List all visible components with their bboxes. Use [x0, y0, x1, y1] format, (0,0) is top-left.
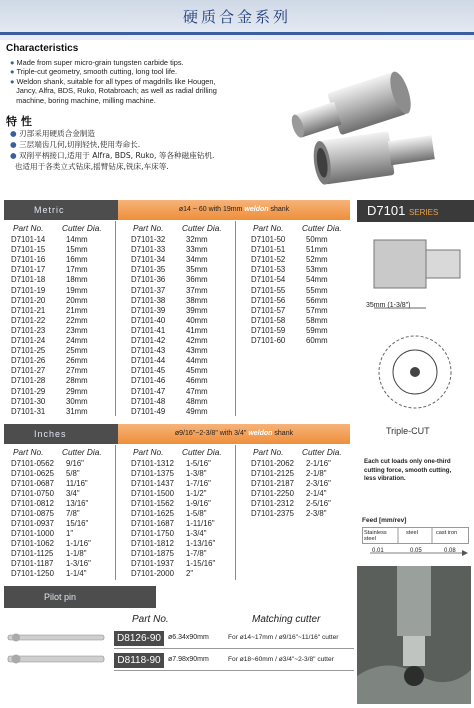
part-number: D7101-30: [11, 396, 46, 406]
col-header-dia: Cutter Dia.: [62, 447, 102, 457]
part-number: D7101-60: [251, 336, 286, 345]
characteristic-item: [10, 77, 290, 86]
part-number: D7101-44: [131, 356, 166, 366]
metric-shank-word: shank: [270, 206, 290, 213]
inches-shank-type: weldon: [248, 430, 273, 437]
part-number: D7101-43: [131, 346, 166, 356]
part-number: D7101-1187: [11, 559, 54, 568]
triple-cut-label: Triple-CUT: [386, 426, 430, 436]
cutter-diameter: 29mm: [66, 386, 88, 396]
cutter-diameter: 24mm: [66, 336, 88, 345]
bullet-icon: ●: [10, 58, 15, 67]
part-number: D7101-50: [251, 235, 286, 244]
feed-value: 0.08: [444, 548, 456, 554]
cutter-diameter: 2-1/8": [306, 469, 327, 478]
characteristic-item: [10, 96, 290, 105]
series-label: SERIES: [408, 208, 439, 217]
table-row: [0, 539, 354, 549]
feed-material: cast iron: [436, 530, 458, 536]
table-row: [0, 255, 354, 265]
cutter-diameter: 13/16": [66, 499, 89, 508]
inches-shank-range: ø9/16"~2-3/8": [174, 430, 218, 437]
cutter-diameter: 30mm: [66, 396, 88, 406]
part-number: D7101-28: [11, 376, 46, 386]
cutter-diameter: 2-3/16": [306, 479, 331, 488]
part-number: D7101-1375: [131, 469, 174, 478]
part-number: D7101-1812: [131, 539, 174, 548]
bullet-icon: ●: [10, 67, 15, 77]
cutter-diameter: 39mm: [186, 305, 208, 315]
table-row: [0, 509, 354, 519]
part-number: D7101-21: [11, 305, 46, 315]
part-number: D7101-1312: [131, 459, 174, 468]
table-row: [0, 346, 354, 356]
cutter-diameter: 58mm: [306, 315, 328, 325]
series-note-line: less vibration.: [364, 475, 406, 482]
part-number: D7101-40: [131, 315, 166, 325]
cutter-diameter: 35mm: [186, 265, 208, 275]
inches-label-text: Inches: [34, 429, 67, 439]
part-number: D7101-1500: [131, 489, 174, 498]
table-row: [0, 489, 354, 499]
part-number: D7101-25: [11, 346, 46, 356]
part-number: D7101-41: [131, 325, 166, 335]
part-number: D7101-1062: [11, 539, 54, 548]
cutter-diameter: 7/8": [66, 509, 80, 518]
pilot-col-part: Part No.: [132, 614, 169, 625]
part-number: D7101-15: [11, 245, 46, 255]
characteristic-text: Made from super micro-grain tungsten carbide tips.: [16, 58, 184, 67]
part-number: D7101-1750: [131, 529, 174, 538]
cutter-diameter: 16mm: [66, 255, 88, 265]
characteristics-title: Characteristics: [6, 43, 79, 54]
core-drill-photo: [262, 42, 474, 190]
characteristic-item: [10, 86, 290, 95]
metric-shank-with: with 19mm: [208, 206, 243, 213]
header-stripe: [0, 32, 474, 35]
cutter-diameter: 56mm: [306, 295, 328, 305]
table-row: [0, 296, 354, 306]
cutter-diameter: 1-1/16": [66, 539, 91, 548]
cutter-diameter: 3/4": [66, 489, 80, 498]
cutter-diameter: 2-1/16": [306, 459, 331, 468]
feed-materials: [362, 530, 470, 542]
inches-table: [0, 445, 354, 580]
feed-value: 0.05: [410, 548, 422, 554]
col-header-part: Part No.: [253, 223, 284, 233]
cutter-diameter: 1-5/16": [186, 459, 211, 468]
pilot-size: ø7.98x90mm: [168, 656, 209, 663]
cutter-diameter: 52mm: [306, 255, 328, 265]
part-number: D7101-16: [11, 255, 46, 265]
part-number: D7101-56: [251, 295, 286, 305]
cutter-diameter: 17mm: [66, 265, 88, 275]
part-number: D7101-53: [251, 265, 286, 275]
cutter-diameter: 53mm: [306, 265, 328, 275]
part-number: D7101-23: [11, 325, 46, 335]
part-number: D7101-54: [251, 275, 286, 285]
pilot-col-match: Matching cutter: [252, 614, 321, 625]
cutter-diameter: 57mm: [306, 305, 328, 315]
cutter-diameter: 1-1/2": [186, 489, 207, 498]
table-row: [0, 306, 354, 316]
cutter-diameter: 2-1/4": [306, 489, 327, 498]
feed-value: 0.01: [372, 548, 384, 554]
bullet-icon: ●: [10, 151, 20, 160]
table-row: [0, 326, 354, 336]
part-number: D7101-36: [131, 275, 166, 285]
part-number: D7101-0750: [11, 489, 54, 498]
feature-text: 双削平柄接口,适用于 Alfra, BDS, Ruko, 等各种磁座钻机.: [19, 151, 215, 160]
cutter-diameter: 45mm: [186, 366, 208, 376]
series-note-line: cutting force, smooth cutting,: [364, 466, 452, 474]
bullet-icon: ●: [10, 129, 20, 138]
row-divider: [114, 670, 354, 671]
table-row: [0, 336, 354, 346]
inches-shank-banner: [118, 424, 350, 444]
part-number: D7101-1000: [11, 529, 54, 538]
metric-label: [4, 200, 118, 220]
feature-text: 也适用于各类立式钻床,摇臂钻床,铣床,车床等.: [14, 162, 169, 171]
metric-shank-range: ø14 ~ 60: [178, 206, 207, 213]
cutter-diameter: 33mm: [186, 245, 208, 255]
part-number: D7101-18: [11, 275, 46, 285]
col-header-dia: Cutter Dia.: [302, 447, 342, 457]
table-row: [0, 469, 354, 479]
inches-shank-word: shank: [274, 430, 294, 437]
part-number: D7101-42: [131, 336, 166, 345]
cutter-diameter: 1-3/16": [66, 559, 91, 568]
pilot-size: ø6.34x90mm: [168, 634, 209, 641]
pilot-part-box: [114, 631, 164, 646]
feature-text: 三层端齿几何,切削轻快,使用寿命长.: [19, 140, 141, 149]
cutter-diameter: 28mm: [66, 376, 88, 386]
feed-material: steel: [406, 530, 418, 536]
cutter-diameter: 1-7/8": [186, 549, 207, 558]
cutter-diameter: 40mm: [186, 315, 208, 325]
table-row: [0, 286, 354, 296]
part-number: D7101-1250: [11, 569, 54, 578]
part-number: D7101-20: [11, 295, 46, 305]
col-header-part: Part No.: [133, 447, 164, 457]
part-number: D7101-49: [131, 406, 166, 416]
part-number: D7101-1687: [131, 519, 174, 528]
series-note-line: Each cut loads only one-third: [364, 458, 451, 465]
feed-title: Feed [mm/rev]: [362, 517, 407, 524]
drilling-photo: [357, 566, 471, 704]
length-note: 35mm (1-3/8"): [366, 302, 411, 309]
part-number: D7101-39: [131, 305, 166, 315]
cutter-diameter: 22mm: [66, 315, 88, 325]
table-row: [0, 275, 354, 285]
col-header-part: Part No.: [13, 223, 44, 233]
col-header-part: Part No.: [253, 447, 284, 457]
cutter-diameter: 49mm: [186, 406, 208, 416]
cutter-diameter: 42mm: [186, 336, 208, 345]
characteristic-item: [10, 67, 290, 76]
table-row: [0, 519, 354, 529]
table-row: [0, 559, 354, 569]
col-header-dia: Cutter Dia.: [302, 223, 342, 233]
cutter-diameter: 18mm: [66, 275, 88, 285]
table-row: [0, 387, 354, 397]
inches-label: [4, 424, 118, 444]
cutter-diameter: 1-3/4": [186, 529, 207, 538]
part-number: D7101-19: [11, 285, 46, 295]
part-number: D7101-45: [131, 366, 166, 376]
part-number: D7101-1437: [131, 479, 174, 488]
cutter-diameter: 2-5/16": [306, 499, 331, 508]
cutter-diameter: 31mm: [66, 406, 88, 416]
bullet-icon: ●: [10, 76, 15, 86]
cutter-diameter: 36mm: [186, 275, 208, 285]
metric-table: [0, 221, 354, 416]
pilot-part-number: D8118-90: [117, 655, 161, 666]
cutter-diameter: 1-7/16": [186, 479, 211, 488]
table-row: [0, 356, 354, 366]
part-number: D7101-1562: [131, 499, 174, 508]
series-note: [364, 458, 472, 484]
cutter-diameter: 1-13/16": [186, 539, 216, 548]
pilot-pin-label-text: Pilot pin: [44, 592, 77, 602]
table-row: [0, 316, 354, 326]
cutter-diameter: 55mm: [306, 285, 328, 295]
cutter-diameter: 38mm: [186, 295, 208, 305]
cutter-diameter: 59mm: [306, 325, 328, 335]
cutter-diameter: 32mm: [186, 235, 208, 244]
characteristic-item: [10, 58, 290, 67]
part-number: D7101-58: [251, 315, 286, 325]
part-number: D7101-26: [11, 356, 46, 366]
cutter-diameter: 11/16": [66, 479, 88, 488]
part-number: D7101-0937: [11, 519, 54, 528]
part-number: D7101-1875: [131, 549, 174, 558]
feature-item: [10, 150, 290, 161]
col-header-dia: Cutter Dia.: [62, 223, 102, 233]
part-number: D7101-32: [131, 235, 166, 244]
cutter-diameter: 1-3/8": [186, 469, 207, 478]
part-number: D7101-29: [11, 386, 46, 396]
part-number: D7101-2250: [251, 489, 294, 498]
cutter-diameter: 15mm: [66, 245, 88, 255]
part-number: D7101-2375: [251, 509, 294, 518]
part-number: D7101-57: [251, 305, 286, 315]
part-number: D7101-2312: [251, 499, 294, 508]
table-row: [0, 376, 354, 386]
part-number: D7101-0812: [11, 499, 54, 508]
cutter-diameter: 21mm: [66, 305, 88, 315]
pilot-matching-cutter: For ø14~17mm / ø9/16"~11/16" cutter: [228, 634, 339, 641]
cutter-diameter: 19mm: [66, 285, 88, 295]
cutter-diameter: 1-11/16": [186, 519, 215, 528]
cutter-diameter: 2-3/8": [306, 509, 327, 518]
part-number: D7101-35: [131, 265, 166, 275]
part-number: D7101-37: [131, 285, 166, 295]
feature-item: [10, 161, 290, 172]
cutter-diameter: 34mm: [186, 255, 208, 265]
feature-item: [10, 128, 290, 139]
table-row: [0, 529, 354, 539]
row-divider: [114, 648, 354, 649]
part-number: D7101-31: [11, 406, 46, 416]
characteristic-text: machine, boring machine, milling machine.: [16, 95, 156, 105]
cutter-diameter: 25mm: [66, 346, 88, 356]
table-row: [0, 397, 354, 407]
part-number: D7101-48: [131, 396, 166, 406]
part-number: D7101-34: [131, 255, 166, 265]
cutter-diameter: 27mm: [66, 366, 88, 376]
table-row: [0, 479, 354, 489]
part-number: D7101-17: [11, 265, 46, 275]
pilot-part-box: [114, 653, 164, 668]
part-number: D7101-2187: [251, 479, 294, 488]
features-list: [10, 128, 290, 172]
part-number: D7101-24: [11, 336, 46, 345]
cutter-diameter: 2": [186, 569, 194, 578]
pilot-pin-label: [4, 586, 156, 608]
table-row: [0, 459, 354, 469]
part-number: D7101-52: [251, 255, 286, 265]
characteristic-text: Jancy, Alfra, BDS, Ruko, Rotabroach; as well as radial drilling: [16, 86, 217, 96]
part-number: D7101-1125: [11, 549, 54, 558]
cutter-diameter: 1-1/4": [66, 569, 87, 578]
table-row: [0, 235, 354, 245]
part-number: D7101-55: [251, 285, 286, 295]
part-number: D7101-1625: [131, 509, 174, 518]
characteristic-text: Weldon shank, suitable for all types of magdrills like Hougen,: [16, 76, 216, 86]
part-number: D7101-47: [131, 386, 166, 396]
metric-shank-banner: [118, 200, 350, 220]
cutter-diameter: 60mm: [306, 336, 328, 345]
series-code: D7101: [367, 203, 406, 218]
part-number: D7101-2125: [251, 469, 294, 478]
cutter-diameter: 15/16": [66, 519, 89, 528]
cutter-diameter: 5/8": [66, 469, 80, 478]
part-number: D7101-51: [251, 245, 286, 255]
characteristic-text: Triple-cut geometry, smooth cutting, long tool life.: [16, 67, 178, 77]
part-number: D7101-1937: [131, 559, 174, 568]
part-number: D7101-14: [11, 235, 46, 244]
part-number: D7101-46: [131, 376, 166, 386]
series-banner: [357, 200, 474, 222]
cutter-diameter: 41mm: [186, 325, 208, 335]
cutter-diameter: 48mm: [186, 396, 208, 406]
bullet-icon: [10, 96, 14, 105]
part-number: D7101-38: [131, 295, 166, 305]
feed-material: Stainless steel: [364, 530, 387, 542]
cutter-diameter: 1-1/8": [66, 549, 87, 558]
metric-label-text: Metric: [34, 205, 65, 215]
cutter-diameter: 14mm: [66, 235, 88, 244]
cutter-diameter: 43mm: [186, 346, 208, 356]
cutter-diameter: 1-5/8": [186, 509, 207, 518]
drill-diagram: [360, 232, 470, 422]
characteristics-list: [10, 58, 290, 105]
part-number: D7101-2062: [251, 459, 294, 468]
feature-text: 刃部采用硬质合金制造: [19, 129, 95, 138]
part-number: D7101-22: [11, 315, 46, 325]
table-row: [0, 245, 354, 255]
metric-shank-type: weldon: [244, 206, 269, 213]
cutter-diameter: 1": [66, 529, 74, 538]
table-row: [0, 407, 354, 417]
col-header-dia: Cutter Dia.: [182, 447, 222, 457]
table-row: [0, 366, 354, 376]
cutter-diameter: 1-9/16": [186, 499, 211, 508]
bullet-icon: ●: [10, 140, 20, 149]
part-number: D7101-59: [251, 325, 286, 335]
cutter-diameter: 37mm: [186, 285, 208, 295]
part-number: D7101-0687: [11, 479, 54, 488]
col-header-dia: Cutter Dia.: [182, 223, 222, 233]
cutter-diameter: 20mm: [66, 295, 88, 305]
part-number: D7101-33: [131, 245, 166, 255]
pilot-matching-cutter: For ø18~60mm / ø3/4"~2-3/8" cutter: [228, 656, 334, 663]
feature-item: [10, 139, 290, 150]
cutter-diameter: 26mm: [66, 356, 88, 366]
cutter-diameter: 47mm: [186, 386, 208, 396]
table-row: [0, 549, 354, 559]
cutter-diameter: 1-15/16": [186, 559, 216, 568]
part-number: D7101-0875: [11, 509, 54, 518]
cutter-diameter: 9/16": [66, 459, 84, 468]
table-row: [0, 265, 354, 275]
table-row: [0, 499, 354, 509]
feed-values: [362, 548, 470, 558]
cutter-diameter: 50mm: [306, 235, 328, 244]
part-number: D7101-0625: [11, 469, 54, 478]
pilot-pin-images: [6, 630, 110, 670]
cutter-diameter: 54mm: [306, 275, 328, 285]
part-number: D7101-27: [11, 366, 46, 376]
features-title: 特 性: [6, 115, 32, 128]
part-number: D7101-2000: [131, 569, 174, 578]
pilot-part-number: D8126-90: [117, 633, 161, 644]
table-row: [0, 569, 354, 579]
cutter-diameter: 44mm: [186, 356, 208, 366]
col-header-part: Part No.: [133, 223, 164, 233]
inches-shank-with: with 3/4": [219, 430, 247, 437]
col-header-part: Part No.: [13, 447, 44, 457]
cutter-diameter: 46mm: [186, 376, 208, 386]
cutter-diameter: 23mm: [66, 325, 88, 335]
bullet-icon: [10, 86, 14, 95]
page-title: 硬质合金系列: [182, 8, 291, 26]
cutter-diameter: 51mm: [306, 245, 328, 255]
part-number: D7101-0562: [11, 459, 54, 468]
